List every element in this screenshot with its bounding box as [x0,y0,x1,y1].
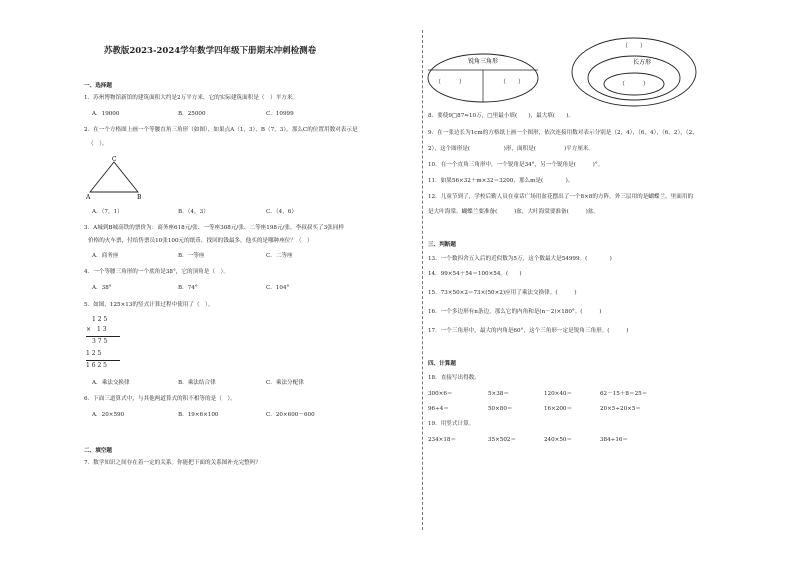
question-7: 7．数学知识之间存在着一定的关系。你能把下面的关系图补充完整吗？ [84,460,261,466]
calc-item: 5×38＝ [488,391,509,397]
question-12-line1: 12．儿童节到了，学校后勤人员在童话广场用盆花摆出了一个8×8的方阵，外三层用的是蝴蝶兰，里面用的 [428,194,694,200]
question-9-line2: 2），这个图形是( )形，面积是( )平方厘米。 [428,146,595,152]
mult-row-2: × 1 3 [86,326,107,333]
section-judge-heading: 三、判断题 [428,242,456,248]
triangle-label-a: A [86,194,91,201]
triangle-figure [84,154,154,202]
mult-rule-2 [86,360,120,361]
question-1: 1．苏州博物馆新馆的建筑面积大约是2万平方米，它的实际建筑面积是（ ）平方米。 [84,95,299,101]
column-divider [422,30,423,530]
q3-option-b: B．一等座 [178,253,205,259]
question-16: 16．一个多边形有n条边，那么它的内角和是(n－2)×180°。( ) [428,309,602,315]
question-6: 6．下面三道算式中，与其他两道算式的积不相等的是（ ）。 [84,396,236,402]
calc-item: 62－15＋8＝25＝ [600,391,648,397]
q6-option-c: C．20×600－600 [266,412,315,418]
q3-option-c: C．二等座 [266,253,293,259]
question-4: 4．一个等腰三角形的一个底角是38°，它的顶角是（ ）。 [84,269,229,275]
q2-option-a: A．（7，1） [92,209,123,215]
diagram1-slot-2: （ ） [499,79,525,86]
question-14: 14．99×54＋54＝100×54。( ) [428,271,522,277]
calc-item: 120×40＝ [544,391,573,397]
triangle-relation-diagram [426,48,546,108]
page-title: 苏教版2023-2024学年数学四年级下册期末冲刺检测卷 [103,46,317,56]
question-5: 5．如图，125×13的竖式计算过程中使用了（ ）。 [84,302,214,308]
question-15: 15．73×50×2＝73×(50×2)应用了乘法交换律。( ) [428,290,577,296]
q2-option-b: B．（4，3） [178,209,209,215]
quadrilateral-relation-diagram [570,34,700,110]
question-12-line2: 是大叶海棠。蝴蝶兰要准备( )盆，大叶海棠要准备( )盆。 [428,209,599,215]
calc-item: 96÷4＝ [428,406,449,412]
triangle-label-b: B [137,194,142,201]
calc-item: 20×5÷20×5＝ [600,406,642,412]
calc-item: 35×502＝ [488,437,517,443]
acute-triangle-label: 锐角三角形 [467,58,499,65]
q4-option-a: A．38° [92,285,112,291]
q5-option-a: A．乘法交换律 [92,380,130,386]
mult-row-1: 1 2 5 [92,316,108,323]
calc-item: 300×6＝ [428,391,453,397]
calc-item: 240×50＝ [544,437,573,443]
calc-item: 50×80＝ [488,406,513,412]
question-9-line1: 9．在一张边长为1cm的方格纸上画一个图形，依次连接用数对表示分别是（2，4），（6，4），（6，2），（2， [428,130,698,136]
section-fill-heading: 二、填空题 [84,448,112,454]
calc-item: 234×18＝ [428,437,457,443]
calc-item: 384÷16＝ [600,437,629,443]
question-8: 8．要使9□87≈10万，□里最小填( )，最大填( )。 [428,113,575,119]
mult-row-4: 1 2 5 [86,350,102,357]
calc-item: 16×200＝ [544,406,573,412]
q5-option-c: C．乘法分配律 [266,380,304,386]
question-19: 19．用竖式计算。 [428,421,475,427]
question-2-line1: 2．在一个方格图上画一个等腰直角三角形（如图），如果点A（1，3），B（7，3），那么C的位置用数对表示是 [84,127,358,133]
question-18: 18．直接写出得数。 [428,375,480,381]
mult-rule-1 [86,336,120,337]
question-10: 10．在一个直角三角形中，一个锐角是34°，另一个锐角是( )°。 [428,162,604,168]
mult-row-5: 1 6 2 5 [86,362,107,369]
diagram2-slot-inner: （ ） [618,81,650,88]
question-2-line2: （ ）。 [88,141,108,147]
section-calc-heading: 四、计算题 [428,361,456,367]
q1-option-a: A．19000 [92,111,120,117]
triangle-label-c: C [112,156,117,163]
q1-option-c: C．10999 [266,111,294,117]
question-3-line1: 3．A城到B城高铁的票价为：商务座618元/张、一等座308元/张、二等座198元/张。李叔叔买了3张同样 [84,225,344,231]
q6-option-a: A．20×590 [92,412,125,418]
q1-option-b: B．25000 [178,111,206,117]
diagram2-slot-outer: （ ） [621,43,647,50]
question-3-line2: 价格的火车票，付给售票员10张100元的纸币，找回的钱最多，他买的是哪种座位？（ ） [88,238,313,244]
q4-option-b: B．74° [178,285,198,291]
q3-option-a: A．商务座 [92,253,119,259]
q4-option-c: C．104° [266,285,290,291]
mult-row-3: 3 7 5 [92,338,108,345]
question-11: 11．如果56×32＋m×32＝3200，那么m是( )。 [428,178,574,184]
q6-option-b: B．19×6×100 [178,412,219,418]
diagram1-slot-1: （ ） [434,79,466,86]
section-choice-heading: 一、选择题 [84,83,112,89]
question-17: 17．一个三角形中，最大的内角是60°，这个三角形一定是锐角三角形。( ) [428,328,629,334]
q5-option-b: B．乘法结合律 [178,380,216,386]
rectangle-label: 长方形 [632,59,652,66]
q2-option-c: C．（4，6） [266,209,297,215]
question-13: 13．一个数四舍五入后的近似数为5万，这个数最大是54999。( ) [428,256,612,262]
